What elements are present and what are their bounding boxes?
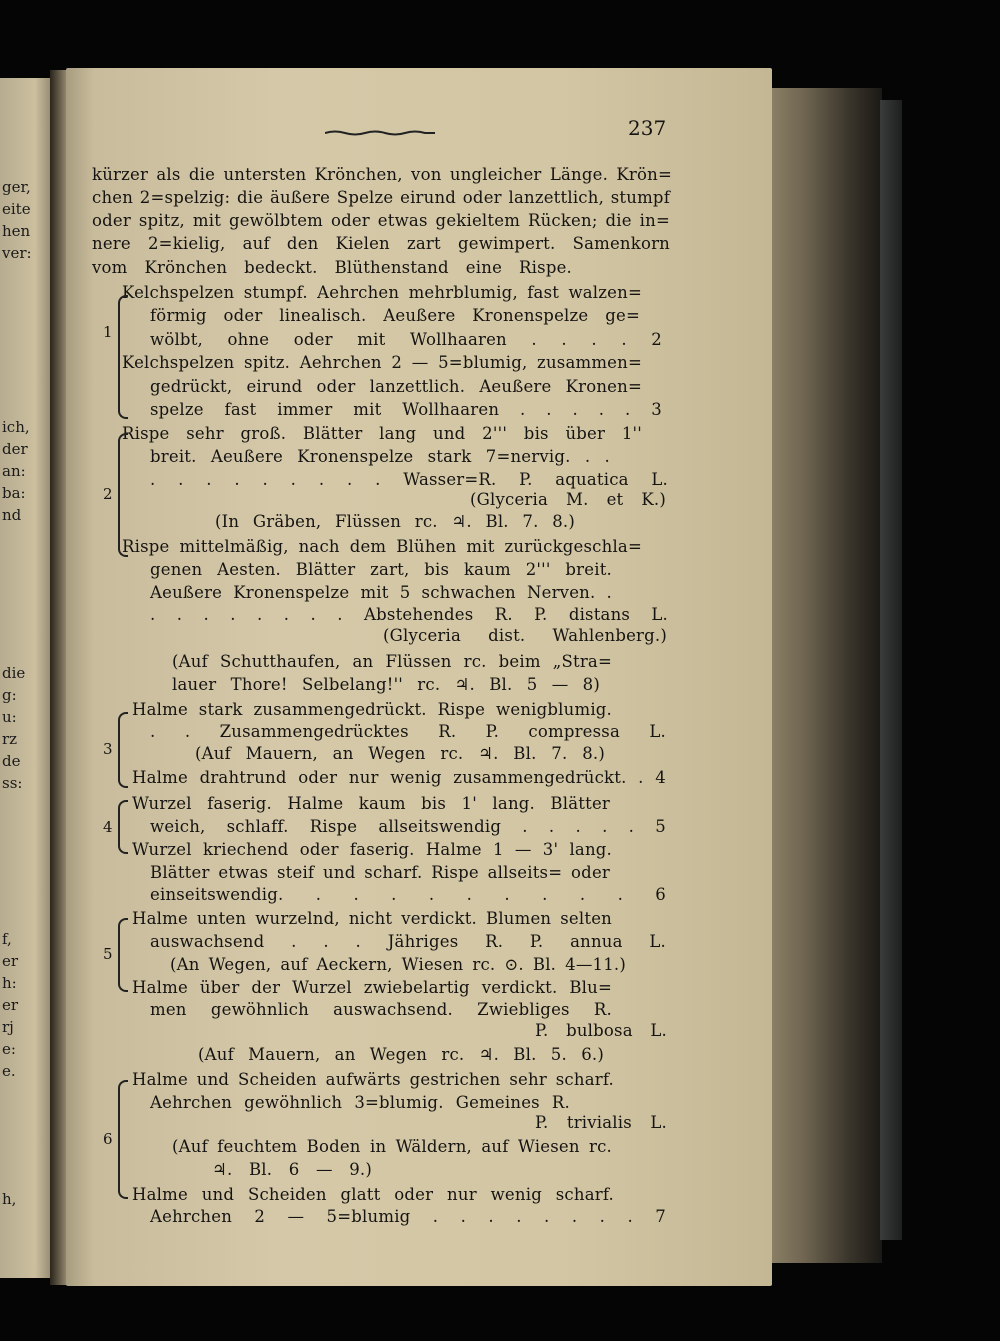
left-page-fragment: der	[2, 440, 28, 458]
couplet-number: 6	[103, 1130, 113, 1148]
page-number: 237	[628, 116, 667, 140]
couplet-number: 5	[103, 945, 113, 963]
text-line: (Glyceria dist. Wahlenberg.)	[383, 626, 667, 645]
left-page-fragment: e.	[2, 1062, 16, 1080]
left-page-fragment: u:	[2, 708, 17, 726]
text-line: . . . . . . . . Abstehendes R. P. distans L.	[150, 605, 668, 624]
left-page-fragment: e:	[2, 1040, 16, 1058]
left-page-fragment: ich,	[2, 418, 30, 436]
left-page-fragment: die	[2, 664, 26, 682]
text-line: breit. Aeußere Kronenspelze stark 7=nervig. . .	[150, 447, 610, 466]
text-line: weich, schlaff. Rispe allseitswendig . . . . . 5	[150, 817, 666, 836]
left-page-fragment: an:	[2, 462, 26, 480]
left-page-fragment: de	[2, 752, 21, 770]
couplet-brace	[118, 295, 128, 419]
page-stack-edge	[772, 88, 882, 1263]
text-line: oder spitz, mit gewölbtem oder etwas gekieltem Rücken; die in=	[92, 211, 670, 230]
couplet-brace	[118, 800, 128, 854]
text-line: Halme und Scheiden glatt oder nur wenig scharf.	[132, 1185, 614, 1204]
left-page-fragment: f,	[2, 930, 12, 948]
text-line: Halme unten wurzelnd, nicht verdickt. Blumen selten	[132, 909, 612, 928]
text-line: P. trivialis L.	[535, 1113, 667, 1132]
text-line: (Auf Mauern, an Wegen rc. ♃. Bl. 7. 8.)	[195, 744, 605, 763]
text-line: . . . . . . . . . Wasser=R. P. aquatica L.	[150, 470, 668, 489]
text-line: (An Wegen, auf Aeckern, Wiesen rc. ⊙. Bl. 4—11.)	[170, 955, 626, 974]
left-page-fragment: ba:	[2, 484, 26, 502]
couplet-brace	[118, 433, 128, 557]
text-line: Rispe mittelmäßig, nach dem Blühen mit zurückgeschla=	[122, 537, 642, 556]
text-line: P. bulbosa L.	[535, 1021, 667, 1040]
text-line: Aeußere Kronenspelze mit 5 schwachen Nerven. .	[150, 583, 612, 602]
text-line: wölbt, ohne oder mit Wollhaaren . . . . 2	[150, 330, 662, 349]
text-line: (Auf feuchtem Boden in Wäldern, auf Wiesen rc.	[172, 1137, 612, 1156]
left-page-edge	[0, 78, 50, 1278]
text-line: Blätter etwas steif und scharf. Rispe allseits= oder	[150, 863, 610, 882]
text-line: lauer Thore! Selbelang!'' rc. ♃. Bl. 5 — 8)	[172, 675, 600, 694]
couplet-brace	[118, 712, 128, 788]
text-line: spelze fast immer mit Wollhaaren . . . . . 3	[150, 400, 662, 419]
text-line: genen Aesten. Blätter zart, bis kaum 2''' breit.	[150, 560, 612, 579]
couplet-number: 3	[103, 740, 113, 758]
left-page-fragment: rz	[2, 730, 18, 748]
text-line: (In Gräben, Flüssen rc. ♃. Bl. 7. 8.)	[215, 512, 575, 531]
left-page-fragment: h:	[2, 974, 17, 992]
text-line: einseitswendig. . . . . . . . . . 6	[150, 885, 666, 904]
text-line: (Auf Mauern, an Wegen rc. ♃. Bl. 5. 6.)	[198, 1045, 604, 1064]
text-line: Kelchspelzen stumpf. Aehrchen mehrblumig, fast walzen=	[122, 283, 642, 302]
text-line: Aehrchen 2 — 5=blumig . . . . . . . . 7	[150, 1207, 666, 1226]
text-line: gedrückt, eirund oder lanzettlich. Aeußere Kronen=	[150, 377, 642, 396]
left-page-fragment: er	[2, 996, 19, 1014]
text-line: Halme stark zusammengedrückt. Rispe wenigblumig.	[132, 700, 612, 719]
left-page-fragment: ver:	[2, 244, 32, 262]
text-line: nere 2=kielig, auf den Kielen zart gewimpert. Samenkorn	[92, 234, 670, 253]
left-page-fragment: ger,	[2, 178, 31, 196]
couplet-number: 2	[103, 485, 113, 503]
text-line: Aehrchen gewöhnlich 3=blumig. Gemeines R.	[150, 1093, 570, 1112]
text-line: vom Krönchen bedeckt. Blüthenstand eine Rispe.	[92, 258, 572, 277]
header-ornament	[325, 130, 435, 136]
left-page-fragment: h,	[2, 1190, 17, 1208]
left-page-fragment: eite	[2, 200, 31, 218]
couplet-brace	[118, 918, 128, 992]
left-page-fragment: ss:	[2, 774, 23, 792]
left-page-fragment: g:	[2, 686, 17, 704]
text-line: auswachsend . . . Jähriges R. P. annua L.	[150, 932, 666, 951]
text-line: men gewöhnlich auswachsend. Zwiebliges R.	[150, 1000, 612, 1019]
couplet-number: 1	[103, 323, 113, 341]
text-line: Rispe sehr groß. Blätter lang und 2''' bis über 1''	[122, 424, 642, 443]
text-line: Halme drahtrund oder nur wenig zusammengedrückt. . 4	[132, 768, 666, 787]
text-line: (Glyceria M. et K.)	[470, 490, 666, 509]
left-page-fragment: er	[2, 952, 19, 970]
left-page-fragment: rj	[2, 1018, 14, 1036]
left-page-fragment: nd	[2, 506, 22, 524]
text-line: kürzer als die untersten Krönchen, von ungleicher Länge. Krön=	[92, 165, 672, 184]
text-line: chen 2=spelzig: die äußere Spelze eirund oder lanzettlich, stumpf	[92, 188, 670, 207]
text-line: . . Zusammengedrücktes R. P. compressa L.	[150, 722, 666, 741]
text-line: ♃. Bl. 6 — 9.)	[212, 1160, 372, 1179]
text-line: förmig oder linealisch. Aeußere Kronenspelze ge=	[150, 306, 640, 325]
couplet-number: 4	[103, 818, 113, 836]
book-cover-edge	[880, 100, 902, 1240]
text-line: Wurzel kriechend oder faserig. Halme 1 — 3' lang.	[132, 840, 612, 859]
text-line: Halme und Scheiden aufwärts gestrichen sehr scharf.	[132, 1070, 614, 1089]
text-line: Halme über der Wurzel zwiebelartig verdickt. Blu=	[132, 978, 612, 997]
text-line: (Auf Schutthaufen, an Flüssen rc. beim „Stra=	[172, 652, 612, 671]
couplet-brace	[118, 1080, 128, 1199]
left-page-fragment: hen	[2, 222, 31, 240]
text-line: Kelchspelzen spitz. Aehrchen 2 — 5=blumig, zusammen=	[122, 353, 642, 372]
text-line: Wurzel faserig. Halme kaum bis 1' lang. Blätter	[132, 794, 610, 813]
